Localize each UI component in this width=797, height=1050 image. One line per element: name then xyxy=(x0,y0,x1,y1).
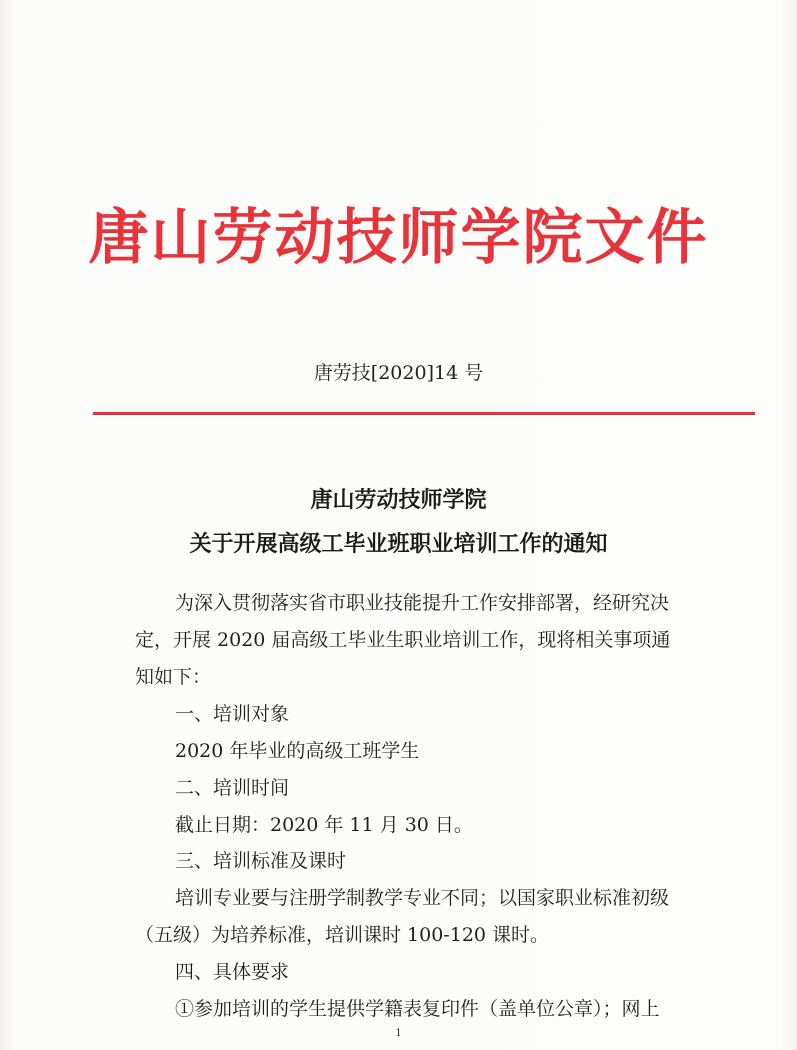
document-number: 唐劳技[2020]14 号 xyxy=(313,362,484,384)
red-divider-line xyxy=(93,412,755,415)
body-line: 定，开展 2020 届高级工毕业生职业培训工作，现将相关事项通 xyxy=(135,629,671,651)
body-line: （五级）为培养标准，培训课时 100-120 课时。 xyxy=(135,924,550,946)
body-line: 知如下： xyxy=(135,666,212,688)
notice-title-line1: 唐山劳动技师学院 xyxy=(310,487,487,513)
notice-title-line2: 关于开展高级工毕业班职业培训工作的通知 xyxy=(189,531,608,557)
letterhead-title: 唐山劳动技师学院文件 xyxy=(88,203,709,273)
body-line: ①参加培训的学生提供学籍表复印件（盖单位公章）；网上 xyxy=(175,998,660,1020)
body-line: 截止日期：2020 年 11 月 30 日。 xyxy=(175,814,473,836)
section-heading: 四、具体要求 xyxy=(175,961,290,983)
body-line: 培训专业要与注册学制教学专业不同；以国家职业标准初级 xyxy=(175,887,670,909)
body-line: 为深入贯彻落实省市职业技能提升工作安排部署，经研究决 xyxy=(175,592,670,614)
page-number: 1 xyxy=(395,1028,402,1039)
section-heading: 二、培训时间 xyxy=(175,777,290,799)
section-heading: 一、培训对象 xyxy=(175,703,290,725)
section-heading: 三、培训标准及课时 xyxy=(175,850,347,872)
body-line: 2020 年毕业的高级工班学生 xyxy=(175,740,420,762)
